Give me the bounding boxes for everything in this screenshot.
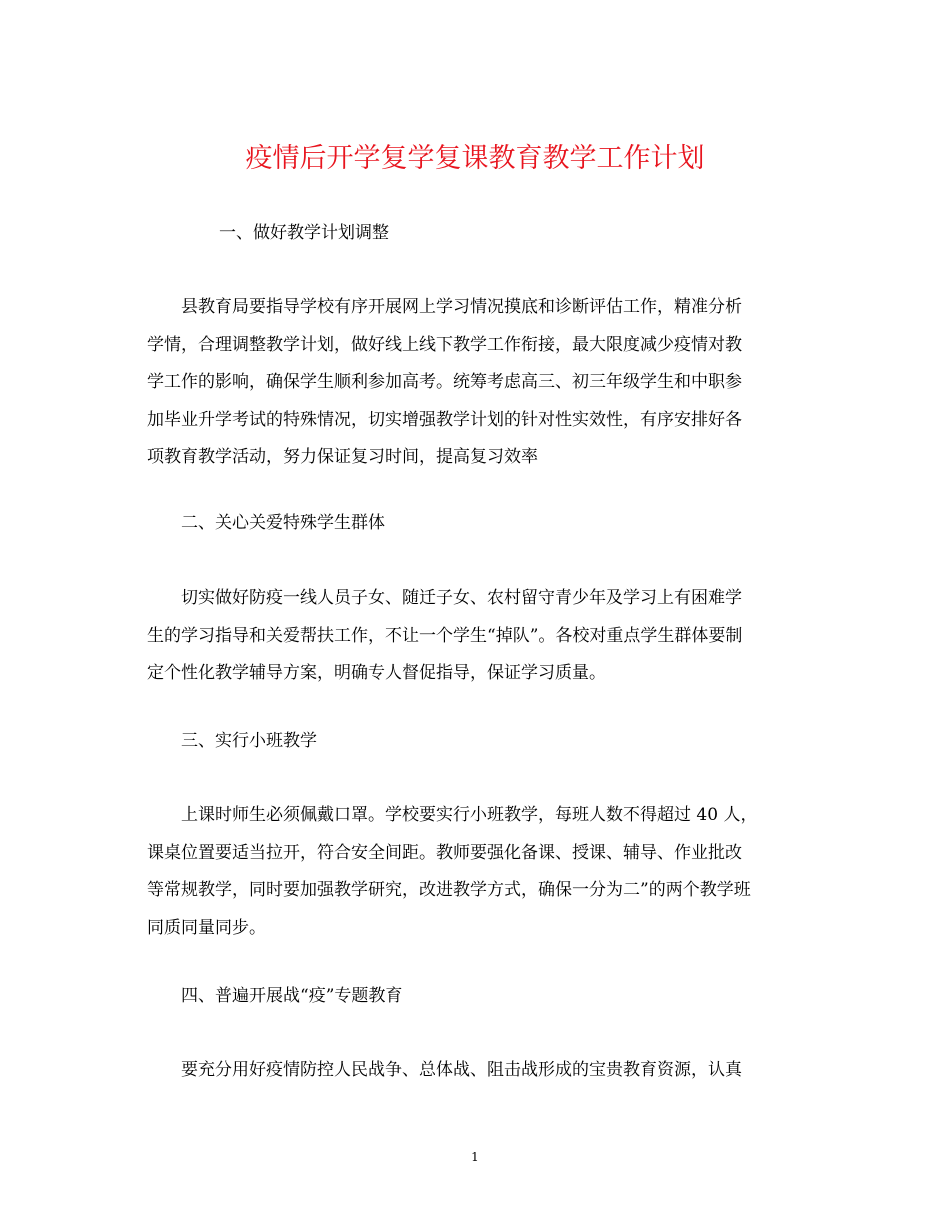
paragraph-line: 县教育局要指导学校有序开展网上学习情况摸底和诊断评估工作，精准分析 [181,297,742,317]
paragraph-line: 课桌位置要适当拉开，符合安全间距。教师要强化备课、授课、辅导、作业批改 [147,842,742,863]
paragraph-line: 定个性化教学辅导方案，明确专人督促指导，保证学习质量。 [147,663,606,683]
section-heading-4: 四、普遍开展战“疫”专题教育 [181,986,403,1006]
paragraph-line: 等常规教学，同时要加强教学研究，改进教学方式，确保一分为二”的两个教学班 [147,880,751,900]
paragraph-line: 项教育教学活动，努力保证复习时间，提高复习效率 [147,447,538,467]
paragraph-line: 加毕业升学考试的特殊情况，切实增强教学计划的针对性实效性，有序安排好各 [147,409,742,430]
paragraph-line: 同质同量同步。 [147,917,266,938]
section-paragraph-1 [147,289,807,477]
paragraph-line: 切实做好防疫一线人员子女、随迁子女、农村留守青少年及学习上有困难学 [181,588,742,608]
paragraph-line: 学工作的影响，确保学生顺利参加高考。统筹考虑高三、初三年级学生和中职参 [147,372,742,392]
paragraph-line: 要充分用好疫情防控人民战争、总体战、阻击战形成的宝贵教育资源，认真 [181,1060,742,1080]
paragraph-line: 生的学习指导和关爱帮扶工作，不让一个学生“掉队”。各校对重点学生群体要制 [147,625,743,646]
section-paragraph-3 [147,797,807,947]
section-paragraph-4 [147,1052,807,1090]
section-heading-2: 二、关心关爱特殊学生群体 [181,513,385,533]
paragraph-line: 上课时师生必须佩戴口罩。学校要实行小班教学，每班人数不得超过 40 人， [181,805,758,825]
section-heading-3: 三、实行小班教学 [181,731,317,751]
document-title: 疫情后开学复学复课教育教学工作计划 [245,143,705,174]
paragraph-line: 学情，合理调整教学计划，做好线上线下教学工作衔接，最大限度减少疫情对教 [147,334,742,355]
section-heading-1: 一、做好教学计划调整 [219,223,389,243]
page-number: 1 [471,1150,479,1164]
section-paragraph-2 [147,580,807,693]
